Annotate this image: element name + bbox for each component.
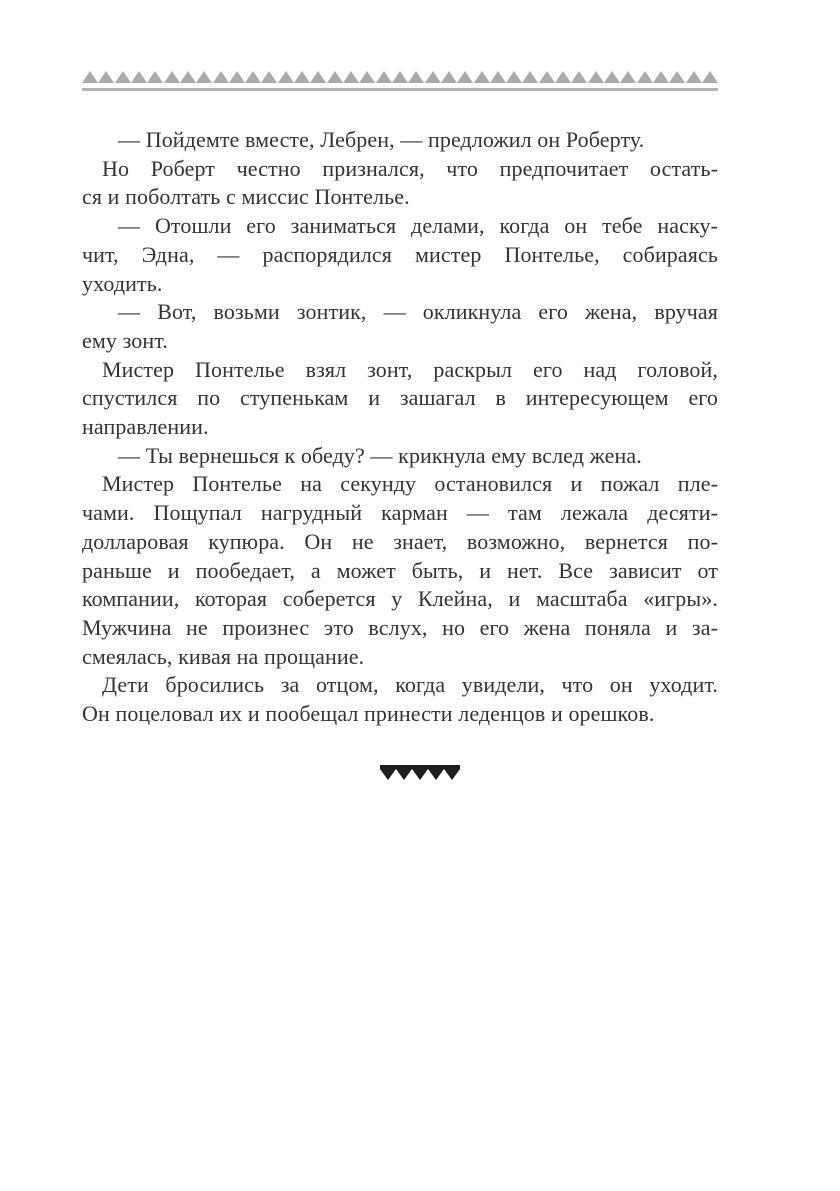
triangle-up-icon <box>457 71 473 83</box>
triangle-up-icon <box>376 71 392 83</box>
triangle-up-icon <box>147 71 163 83</box>
text-line: Мистер Понтелье на секунду остановился и пожал пле- <box>102 471 718 497</box>
triangle-up-icon <box>180 71 196 83</box>
text-line: компании, которая соберется у Клейна, и масштаба «игры». <box>82 586 718 612</box>
text-line: Он поцеловал их и пообещал принести леденцов и орешков. <box>82 701 655 727</box>
text-block <box>82 126 718 729</box>
text-line: — Ты вернешься к обеду? — крикнула ему вслед жена. <box>118 442 642 468</box>
triangle-up-icon <box>164 71 180 83</box>
text-line: смеялась, кивая на прощание. <box>82 643 365 669</box>
triangle-up-icon <box>506 71 522 83</box>
triangle-up-icon <box>474 71 490 83</box>
triangle-up-icon <box>131 71 147 83</box>
triangle-up-icon <box>343 71 359 83</box>
triangle-up-icon <box>620 71 636 83</box>
triangle-up-icon <box>490 71 506 83</box>
triangle-up-icon <box>310 71 326 83</box>
triangle-up-icon <box>392 71 408 83</box>
triangle-up-icon <box>522 71 538 83</box>
header-rule <box>82 88 718 91</box>
triangle-up-icon <box>637 71 653 83</box>
text-line: Мистер Понтелье взял зонт, раскрыл его над головой, <box>102 356 718 382</box>
text-line: — Пойдемте вместе, Лебрен, — предложил он Роберту. <box>118 127 645 152</box>
text-line: спустился по ступенькам и зашагал в интересующем его <box>82 385 718 411</box>
triangle-down-icon <box>428 769 444 780</box>
triangle-up-icon <box>359 71 375 83</box>
triangle-down-icon <box>396 769 412 780</box>
triangle-up-icon <box>669 71 685 83</box>
triangle-up-icon <box>588 71 604 83</box>
section-break-ornament <box>0 765 840 780</box>
triangle-up-icon <box>653 71 669 83</box>
text-line: ему зонт. <box>82 327 168 353</box>
text-line: ся и поболтать с миссис Понтелье. <box>82 184 410 210</box>
text-line: раньше и пообедает, а может быть, и нет. Все зависит от <box>82 557 718 583</box>
triangle-up-icon <box>213 71 229 83</box>
text-line: направлении. <box>82 414 209 440</box>
triangle-up-icon <box>229 71 245 83</box>
triangle-up-icon <box>408 71 424 83</box>
header-ornament <box>82 71 718 91</box>
text-line: Мужчина не произнес это вслух, но его жена поняла и за- <box>82 614 718 640</box>
triangle-up-icon <box>327 71 343 83</box>
triangle-up-icon <box>702 71 718 83</box>
text-line: — Вот, возьми зонтик, — окликнула его жена, вручая <box>118 299 718 325</box>
triangle-up-icon <box>441 71 457 83</box>
triangle-up-icon <box>539 71 555 83</box>
triangle-up-icon <box>115 71 131 83</box>
text-line: уходить. <box>82 270 163 296</box>
triangle-up-icon <box>261 71 277 83</box>
text-line: Но Роберт честно признался, что предпочитает остать- <box>102 155 718 181</box>
triangle-up-icon <box>555 71 571 83</box>
triangle-up-icon <box>604 71 620 83</box>
header-triangle-row <box>82 71 718 83</box>
text-line: — Отошли его заниматься делами, когда он тебе наску- <box>118 213 718 239</box>
triangle-up-icon <box>425 71 441 83</box>
text-line: чит, Эдна, — распорядился мистер Понтелье, собираясь <box>82 241 718 267</box>
text-line: чами. Пощупал нагрудный карман — там лежала десяти- <box>82 500 718 526</box>
triangle-up-icon <box>278 71 294 83</box>
text-line: Дети бросились за отцом, когда увидели, что он уходит. <box>102 672 718 698</box>
triangle-up-icon <box>82 71 98 83</box>
triangle-up-icon <box>686 71 702 83</box>
triangle-down-icon <box>380 769 396 780</box>
triangle-down-icon <box>412 769 428 780</box>
triangle-up-icon <box>196 71 212 83</box>
triangle-up-icon <box>245 71 261 83</box>
triangle-up-icon <box>571 71 587 83</box>
text-line: долларовая купюра. Он не знает, возможно, вернется по- <box>82 528 718 554</box>
section-break-triangles <box>380 769 460 780</box>
triangle-down-icon <box>444 769 460 780</box>
triangle-up-icon <box>294 71 310 83</box>
triangle-up-icon <box>98 71 114 83</box>
